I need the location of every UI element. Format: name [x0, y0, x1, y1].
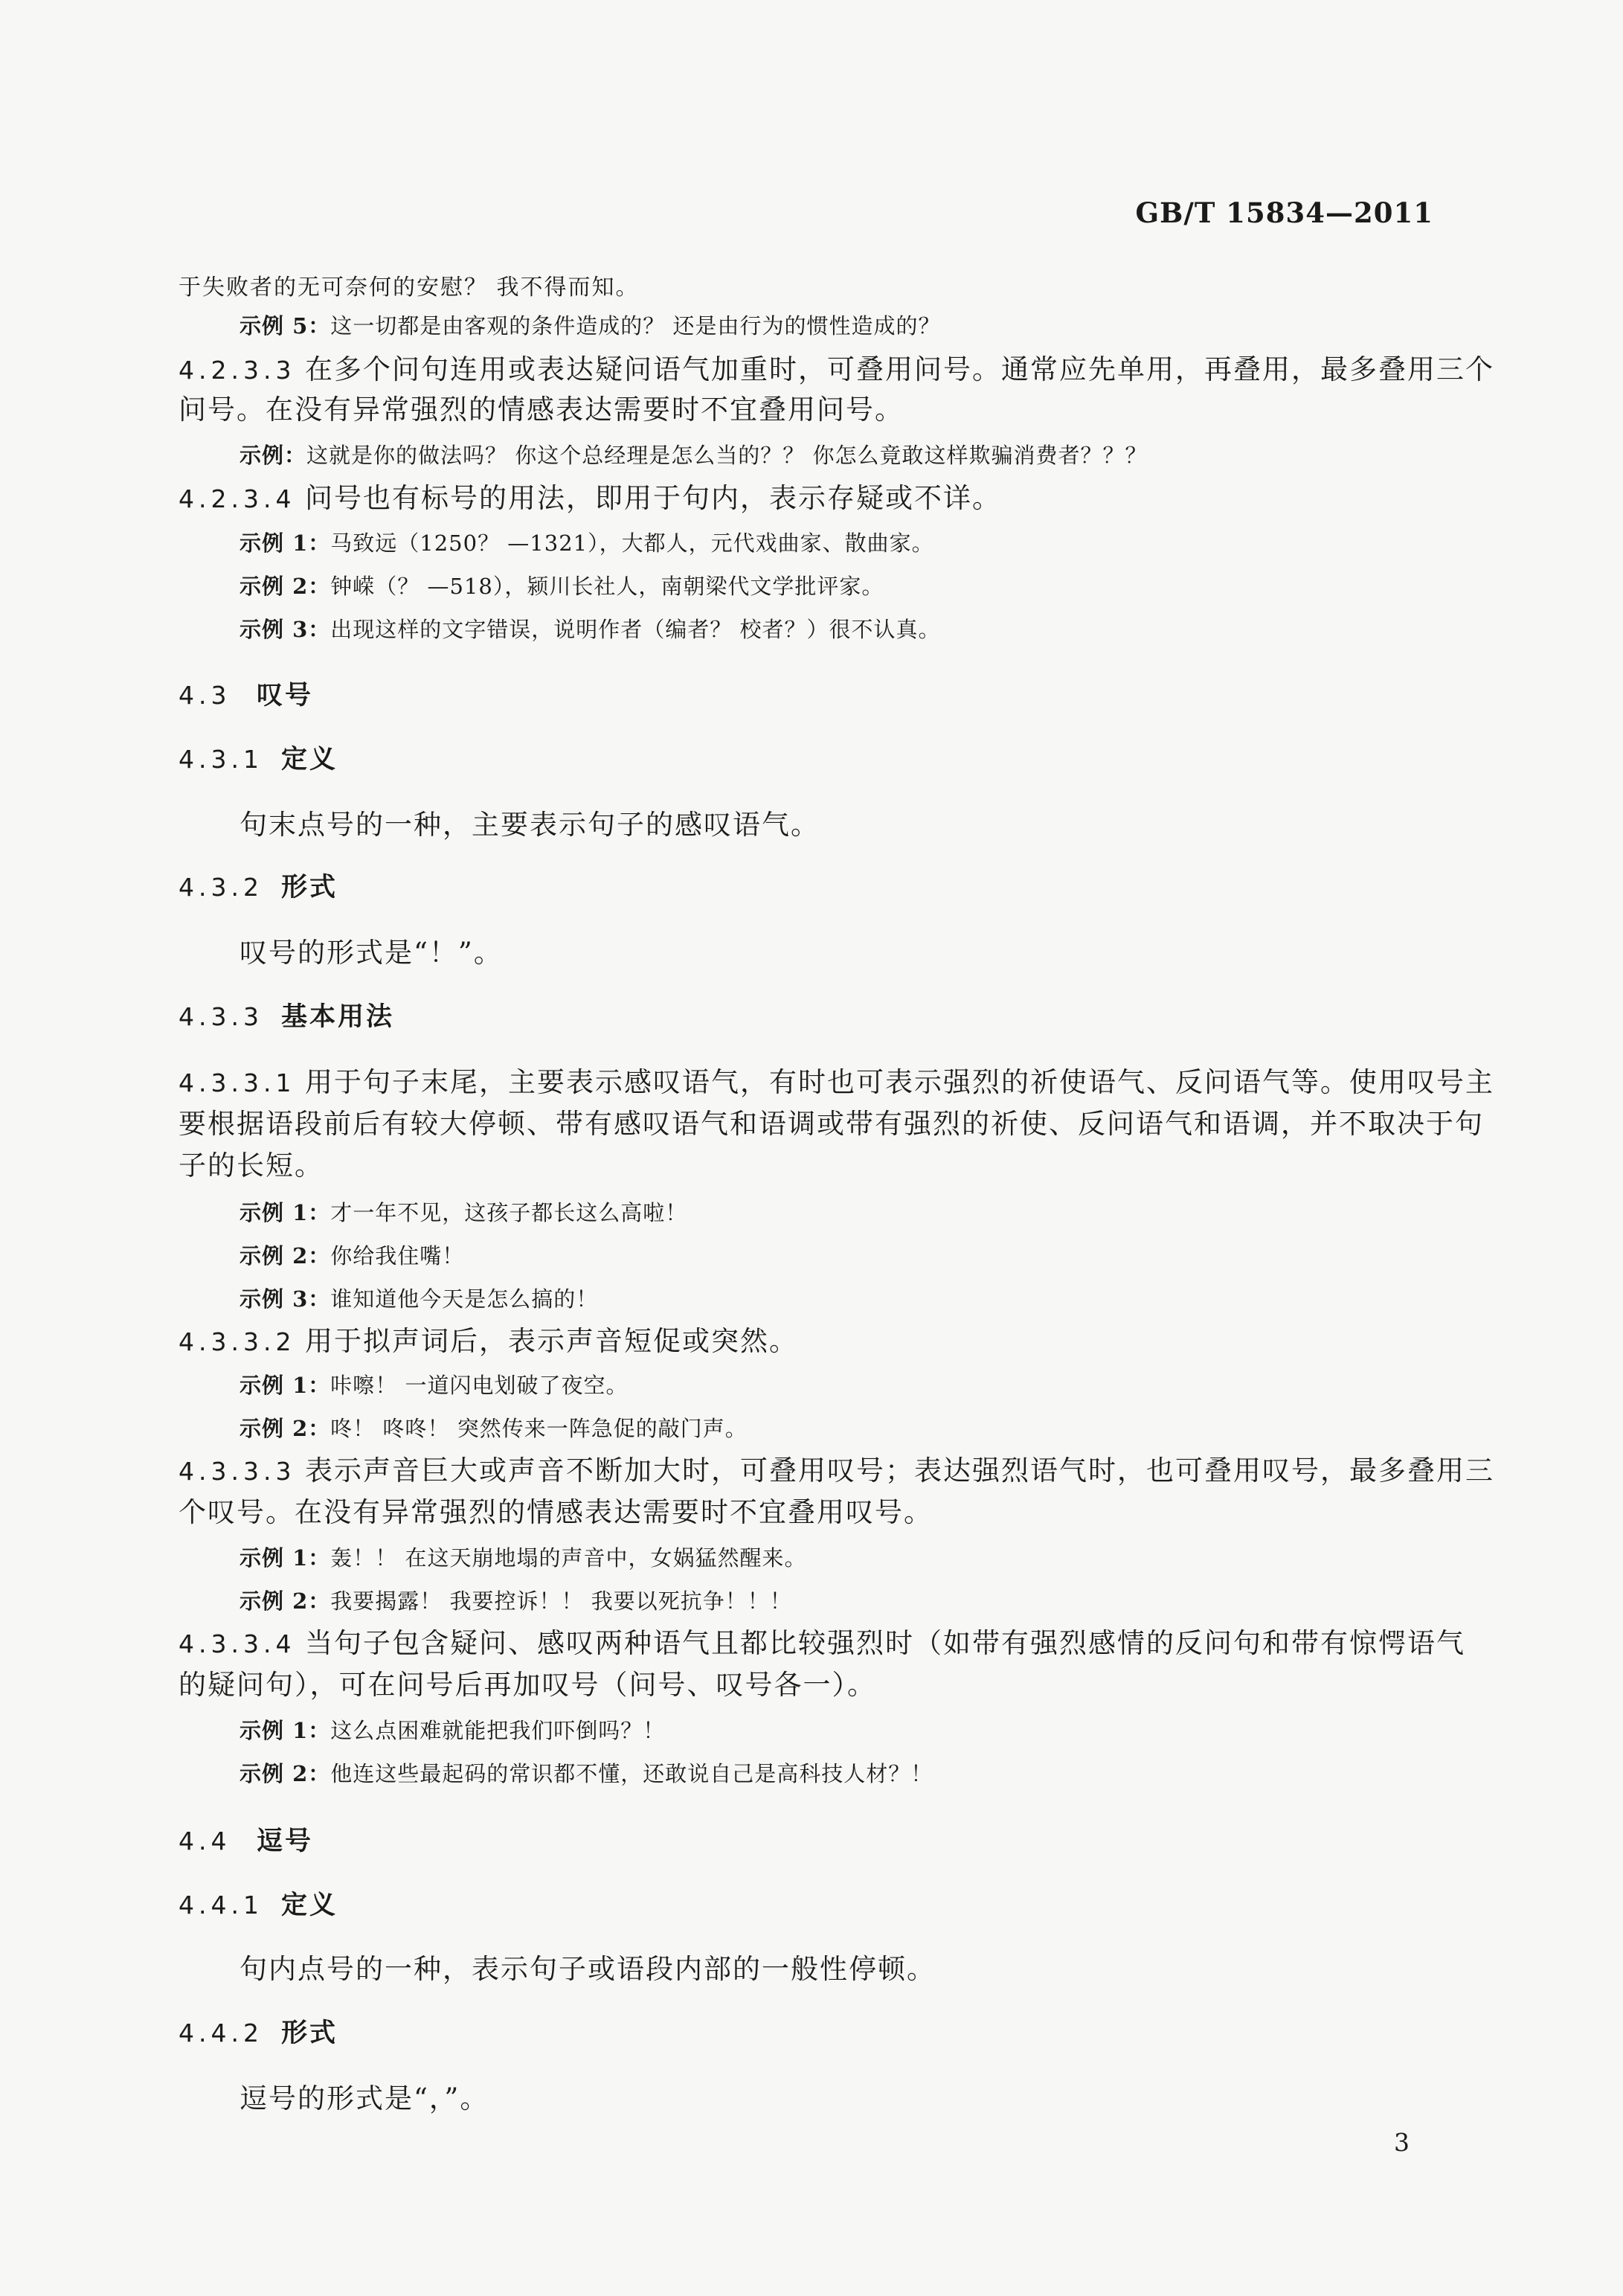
example-label: 示例 1：	[240, 1718, 331, 1743]
section-heading-4-4	[179, 1829, 1623, 1855]
clause-4-2-3-4	[179, 484, 1623, 512]
section-number: 4.4.1	[179, 1891, 263, 1920]
section-title: 叹号	[257, 681, 314, 711]
section-number: 4.4	[179, 1827, 231, 1856]
example-1	[240, 1375, 1623, 1396]
definition-text: 句内点号的一种，表示句子或语段内部的一般性停顿。	[240, 1953, 936, 1985]
clause-4-2-3-3-line2: 问号。在没有异常强烈的情感表达需要时不宜叠用问号。	[179, 394, 904, 426]
section-title: 定义	[281, 1891, 338, 1920]
example-label: 示例 1：	[240, 1200, 331, 1225]
clause-number: 4.3.3.4	[179, 1629, 296, 1658]
example-2	[240, 1763, 1623, 1785]
example-label: 示例 3：	[240, 1286, 331, 1312]
example-text: 马致远（1250？ —1321），大都人，元代戏曲家、散曲家。	[330, 530, 934, 556]
form-text: 逗号的形式是“，”。	[240, 2082, 489, 2114]
clause-4-3-3-2	[179, 1327, 1623, 1355]
section-heading-4-4-1	[179, 1893, 1623, 1919]
example-1	[240, 530, 1623, 556]
example-2	[240, 1245, 1623, 1267]
example-label: 示例 3：	[240, 617, 331, 642]
definition-text: 句末点号的一种，主要表示句子的感叹语气。	[240, 809, 820, 841]
clause-number: 4.3.3.3	[179, 1457, 296, 1486]
section-heading-4-4-2	[179, 2018, 1623, 2048]
section-title: 定义	[281, 745, 338, 775]
example-text: 钟嵘（？ —518），颍川长社人，南朝梁代文学批评家。	[330, 574, 884, 599]
section-heading-4-3	[179, 683, 1623, 709]
clause-text: 当句子包含疑问、感叹两种语气且都比较强烈时（如带有强烈感情的反问句和带有惊愕语气	[305, 1627, 1465, 1659]
section-title: 形式	[281, 873, 338, 902]
section-heading-4-3-1	[179, 747, 1623, 773]
clause-number: 4.2.3.3	[179, 356, 296, 385]
example-5	[240, 315, 1623, 337]
example-text: 才一年不见，这孩子都长这么高啦！	[330, 1200, 688, 1225]
section-heading-4-3-2	[179, 875, 1623, 901]
clause-4-3-3-4-line2: 的疑问句），可在问号后再加叹号（问号、叹号各一）。	[179, 1669, 876, 1701]
example-label: 示例：	[240, 443, 307, 468]
example-text: 出现这样的文字错误，说明作者（编者？ 校者？）很不认真。	[330, 617, 941, 642]
example-text: 咔嚓！ 一道闪电划破了夜空。	[330, 1373, 629, 1398]
example-label: 示例 5：	[240, 313, 331, 339]
section-heading-4-3-3	[179, 1004, 1623, 1030]
example-text: 他连这些最起码的常识都不懂，还敢说自己是高科技人材？！	[330, 1761, 933, 1786]
example-text: 这一切都是由客观的条件造成的？ 还是由行为的惯性造成的？	[330, 313, 941, 339]
example-3	[240, 1286, 1623, 1312]
example-label: 示例 2：	[240, 1416, 331, 1441]
example-text: 轰！！ 在这天崩地塌的声音中，女娲猛然醒来。	[330, 1545, 807, 1571]
example-label: 示例 1：	[240, 530, 331, 556]
example-label: 示例 1：	[240, 1373, 331, 1398]
section-number: 4.3.2	[179, 873, 263, 902]
clause-4-3-3-1-line3: 子的长短。	[179, 1149, 324, 1181]
clause-text: 表示声音巨大或声音不断加大时，可叠用叹号；表达强烈语气时，也可叠用叹号，最多叠用三	[305, 1455, 1494, 1487]
example-label: 示例 2：	[240, 1588, 331, 1614]
example	[240, 445, 1623, 466]
clause-number: 4.3.3.2	[179, 1327, 296, 1356]
section-title: 形式	[281, 2018, 338, 2048]
section-title: 基本用法	[281, 1002, 395, 1032]
example-2	[240, 1418, 1623, 1440]
section-number: 4.3.1	[179, 745, 263, 774]
clause-4-3-3-4-line1	[179, 1629, 1623, 1657]
clause-number: 4.2.3.4	[179, 484, 296, 513]
example-3	[240, 619, 1623, 641]
clause-4-2-3-3-line1	[179, 353, 1623, 385]
page-number: 3	[1394, 2128, 1410, 2157]
example-text: 这就是你的做法吗？ 你这个总经理是怎么当的？？ 你怎么竟敢这样欺骗消费者？？？	[306, 443, 1148, 468]
example-1	[240, 1720, 1623, 1742]
section-number: 4.3	[179, 681, 231, 710]
clause-text: 用于句子末尾，主要表示感叹语气，有时也可表示强烈的祈使语气、反问语气等。使用叹号主	[305, 1066, 1494, 1098]
example-2	[240, 1588, 1623, 1614]
example-text: 我要揭露！ 我要控诉！！ 我要以死抗争！！！	[330, 1588, 792, 1614]
example-text: 你给我住嘴！	[330, 1243, 465, 1269]
clause-4-3-3-3-line2: 个叹号。在没有异常强烈的情感表达需要时不宜叠用叹号。	[179, 1496, 933, 1528]
section-number: 4.4.2	[179, 2018, 263, 2048]
example-1	[240, 1202, 1623, 1224]
example-text: 谁知道他今天是怎么搞的！	[330, 1286, 599, 1312]
clause-4-3-3-1-line2: 要根据语段前后有较大停顿、带有感叹语气和语调或带有强烈的祈使、反问语气和语调，并不取决于句	[179, 1108, 1484, 1140]
section-title: 逗号	[257, 1827, 314, 1856]
clause-4-3-3-1-line1	[179, 1068, 1623, 1096]
example-text: 这么点困难就能把我们吓倒吗？！	[330, 1718, 666, 1743]
form-text: 叹号的形式是“！”。	[240, 937, 503, 969]
standard-number: GB/T 15834—2011	[1135, 196, 1433, 229]
section-number: 4.3.3	[179, 1002, 263, 1031]
example-text: 咚！ 咚咚！ 突然传来一阵急促的敲门声。	[330, 1416, 748, 1441]
clause-text: 在多个问句连用或表达疑问语气加重时，可叠用问号。通常应先单用，再叠用，最多叠用三个	[305, 353, 1494, 385]
clause-number: 4.3.3.1	[179, 1068, 296, 1097]
example-label: 示例 2：	[240, 1243, 331, 1269]
example-2	[240, 576, 1623, 597]
paragraph-continuation: 于失败者的无可奈何的安慰？ 我不得而知。	[179, 275, 640, 301]
clause-text: 用于拟声词后，表示声音短促或突然。	[305, 1325, 798, 1357]
example-label: 示例 2：	[240, 1761, 331, 1786]
example-label: 示例 2：	[240, 574, 331, 599]
example-label: 示例 1：	[240, 1545, 331, 1571]
example-1	[240, 1545, 1623, 1571]
clause-text: 问号也有标号的用法，即用于句内，表示存疑或不详。	[305, 482, 1001, 514]
clause-4-3-3-3-line1	[179, 1455, 1623, 1487]
